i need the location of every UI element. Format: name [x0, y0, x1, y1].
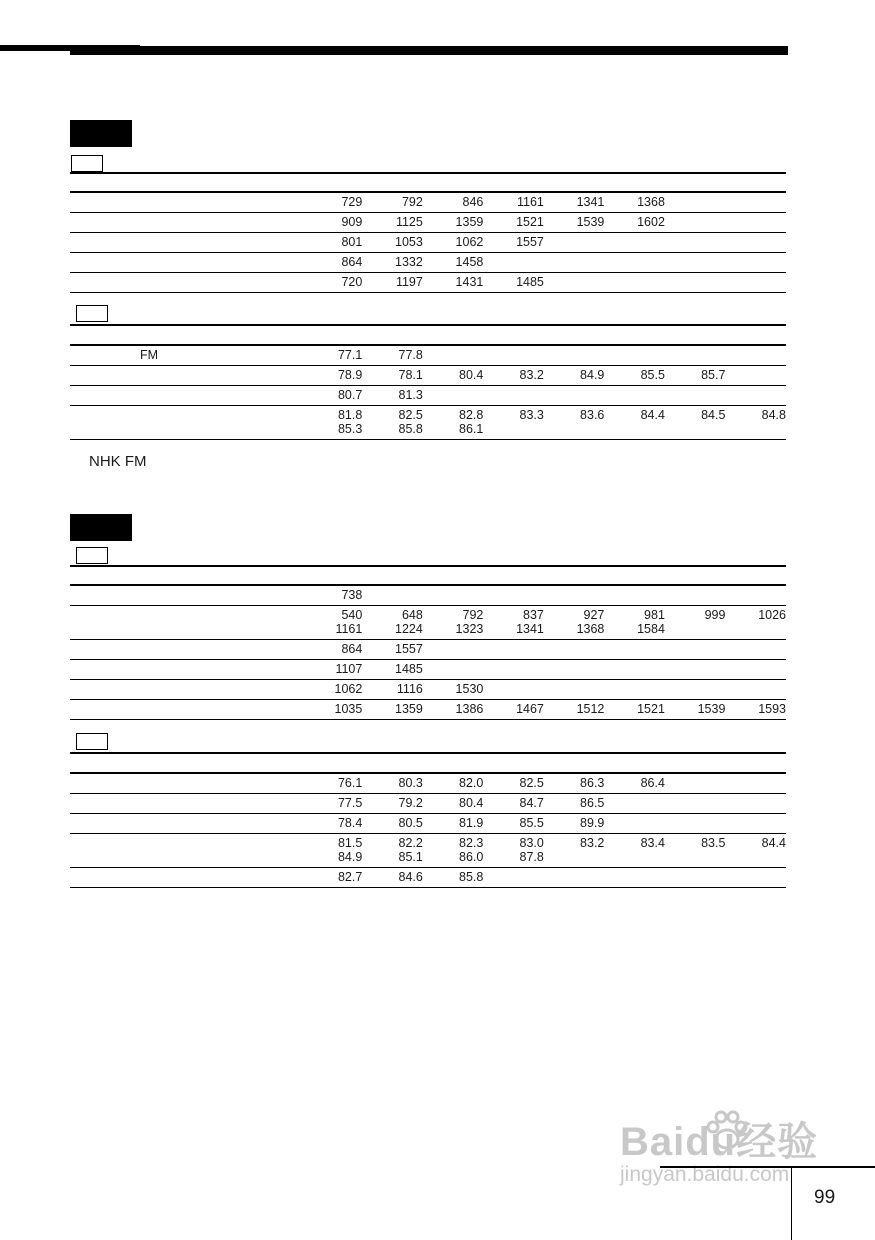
- table-cell: [604, 794, 665, 814]
- table-cell: 77.8: [362, 345, 423, 366]
- row-label: [70, 868, 302, 888]
- table-row: [70, 253, 786, 273]
- table-cell: 720: [302, 273, 363, 293]
- table-cell: [544, 868, 605, 888]
- table-cell: [665, 192, 726, 213]
- table-cell: 81.9: [423, 814, 484, 834]
- table-cell: 79.2: [362, 794, 423, 814]
- table-row: [70, 680, 786, 700]
- table-cell: [725, 660, 786, 680]
- section2-am-table: [70, 584, 786, 720]
- table-cell: 84.4: [604, 406, 665, 440]
- table-cell: 1539: [665, 700, 726, 720]
- section2-fm-rule: [70, 752, 786, 754]
- table-cell: [483, 585, 544, 606]
- section1-fm-subtab: [76, 305, 108, 322]
- table-cell: 84.5: [665, 406, 726, 440]
- section2-am-subtab: [76, 547, 108, 564]
- table-cell: 864: [302, 253, 363, 273]
- table-cell: 85.7: [665, 366, 726, 386]
- section2-heading-tab: [70, 514, 132, 541]
- table-cell: 83.6: [544, 406, 605, 440]
- table-cell: [725, 366, 786, 386]
- table-cell: [544, 233, 605, 253]
- table-cell: [544, 345, 605, 366]
- table-cell: [604, 814, 665, 834]
- table-cell: 1197: [362, 273, 423, 293]
- table-cell: 837 1341: [483, 606, 544, 640]
- table-cell: 78.1: [362, 366, 423, 386]
- section1-fm-table: [70, 344, 786, 440]
- table-cell: 80.5: [362, 814, 423, 834]
- row-label: [70, 406, 302, 440]
- table-cell: 1602: [604, 213, 665, 233]
- table-cell: 84.8: [725, 406, 786, 440]
- row-label: [70, 273, 302, 293]
- table-cell: [665, 345, 726, 366]
- table-cell: 1512: [544, 700, 605, 720]
- table-cell: 1485: [483, 273, 544, 293]
- table-cell: 1062: [423, 233, 484, 253]
- table-cell: 82.3 86.0: [423, 834, 484, 868]
- table-cell: [725, 585, 786, 606]
- table-cell: 82.5 85.8: [362, 406, 423, 440]
- table-cell: [544, 660, 605, 680]
- table-row: [70, 773, 786, 794]
- table-cell: [483, 660, 544, 680]
- table-cell: [665, 773, 726, 794]
- section2-am-rule: [70, 565, 786, 567]
- table-cell: 1458: [423, 253, 484, 273]
- row-label: [70, 834, 302, 868]
- table-cell: [725, 773, 786, 794]
- table-cell: 84.6: [362, 868, 423, 888]
- table-cell: 83.4: [604, 834, 665, 868]
- footer-divider: [791, 1167, 792, 1240]
- table-cell: 1386: [423, 700, 484, 720]
- table-cell: 83.0 87.8: [483, 834, 544, 868]
- table-cell: [665, 868, 726, 888]
- table-cell: [604, 868, 665, 888]
- table-row: [70, 366, 786, 386]
- table-cell: 792: [362, 192, 423, 213]
- row-label: [70, 640, 302, 660]
- table-cell: 84.7: [483, 794, 544, 814]
- row-label: [70, 606, 302, 640]
- table-row: [70, 345, 786, 366]
- table-cell: 1107: [302, 660, 363, 680]
- row-label: [70, 233, 302, 253]
- table-row: [70, 834, 786, 868]
- table-cell: 82.5: [483, 773, 544, 794]
- row-label: [70, 700, 302, 720]
- table-cell: 1359: [423, 213, 484, 233]
- table-cell: 1116: [362, 680, 423, 700]
- table-cell: 1341: [544, 192, 605, 213]
- table-cell: 1557: [483, 233, 544, 253]
- table-cell: [604, 585, 665, 606]
- table-cell: 1125: [362, 213, 423, 233]
- table-cell: 86.3: [544, 773, 605, 794]
- row-label: [70, 213, 302, 233]
- row-label: [70, 192, 302, 213]
- table-cell: 78.9: [302, 366, 363, 386]
- table-cell: [483, 680, 544, 700]
- table-cell: [483, 386, 544, 406]
- table-cell: 84.9: [544, 366, 605, 386]
- table-cell: [725, 680, 786, 700]
- table-cell: [725, 640, 786, 660]
- table-cell: 1368: [604, 192, 665, 213]
- table-cell: 1521: [604, 700, 665, 720]
- table-row: [70, 585, 786, 606]
- table-cell: 85.8: [423, 868, 484, 888]
- table-cell: [665, 680, 726, 700]
- table-cell: [725, 192, 786, 213]
- table-cell: [665, 213, 726, 233]
- table-cell: 82.0: [423, 773, 484, 794]
- section2-fm-subtab: [76, 733, 108, 750]
- row-label: [70, 366, 302, 386]
- header-rule: [70, 46, 788, 55]
- table-cell: [665, 814, 726, 834]
- table-cell: 1539: [544, 213, 605, 233]
- table-cell: [544, 640, 605, 660]
- table-cell: 1467: [483, 700, 544, 720]
- table-cell: [665, 233, 726, 253]
- table-cell: 82.8 86.1: [423, 406, 484, 440]
- table-cell: [604, 640, 665, 660]
- table-cell: 846: [423, 192, 484, 213]
- table-cell: 82.7: [302, 868, 363, 888]
- row-label: [70, 680, 302, 700]
- table-cell: [725, 233, 786, 253]
- table-row: [70, 386, 786, 406]
- table-cell: 909: [302, 213, 363, 233]
- table-cell: 1035: [302, 700, 363, 720]
- table-cell: 83.3: [483, 406, 544, 440]
- table-cell: [604, 345, 665, 366]
- table-cell: 1062: [302, 680, 363, 700]
- table-cell: [725, 213, 786, 233]
- table-cell: [604, 253, 665, 273]
- table-cell: [725, 253, 786, 273]
- table-cell: [423, 660, 484, 680]
- table-cell: 1431: [423, 273, 484, 293]
- table-cell: 82.2 85.1: [362, 834, 423, 868]
- table-row: [70, 233, 786, 253]
- table-cell: 927 1368: [544, 606, 605, 640]
- table-cell: [665, 660, 726, 680]
- table-row: [70, 868, 786, 888]
- table-row: [70, 640, 786, 660]
- table-cell: [544, 273, 605, 293]
- table-cell: 81.5 84.9: [302, 834, 363, 868]
- table-cell: 77.5: [302, 794, 363, 814]
- table-cell: [544, 680, 605, 700]
- table-cell: 1332: [362, 253, 423, 273]
- section1-fm-rule: [70, 324, 786, 326]
- table-cell: [725, 386, 786, 406]
- table-cell: 78.4: [302, 814, 363, 834]
- table-cell: 792 1323: [423, 606, 484, 640]
- row-label: [70, 773, 302, 794]
- table-cell: 80.4: [423, 794, 484, 814]
- table-cell: 1557: [362, 640, 423, 660]
- table-cell: [544, 386, 605, 406]
- table-row: [70, 406, 786, 440]
- table-cell: [604, 233, 665, 253]
- table-cell: [423, 585, 484, 606]
- table-cell: 80.3: [362, 773, 423, 794]
- table-cell: [544, 253, 605, 273]
- table-cell: 738: [302, 585, 363, 606]
- section1-am-table: [70, 191, 786, 293]
- table-cell: 86.4: [604, 773, 665, 794]
- row-label: [70, 814, 302, 834]
- table-cell: 999: [665, 606, 726, 640]
- row-label: [70, 660, 302, 680]
- page-number: 99: [814, 1187, 836, 1208]
- table-cell: [483, 253, 544, 273]
- table-cell: [725, 794, 786, 814]
- table-cell: [725, 868, 786, 888]
- table-cell: [665, 273, 726, 293]
- table-cell: 84.4: [725, 834, 786, 868]
- table-cell: [604, 386, 665, 406]
- table-cell: [483, 868, 544, 888]
- table-cell: [665, 253, 726, 273]
- table-cell: [725, 345, 786, 366]
- table-cell: 85.5: [604, 366, 665, 386]
- table-row: [70, 794, 786, 814]
- table-cell: 1593: [725, 700, 786, 720]
- table-cell: [725, 273, 786, 293]
- table-cell: 981 1584: [604, 606, 665, 640]
- row-label: [70, 386, 302, 406]
- table-row: [70, 213, 786, 233]
- table-cell: [665, 585, 726, 606]
- table-cell: 85.5: [483, 814, 544, 834]
- table-cell: 864: [302, 640, 363, 660]
- table-row: [70, 814, 786, 834]
- table-cell: 83.2: [483, 366, 544, 386]
- table-cell: [423, 640, 484, 660]
- footer-rule: [660, 1166, 875, 1168]
- section2-fm-table: [70, 772, 786, 888]
- table-cell: 77.1: [302, 345, 363, 366]
- table-cell: 1026: [725, 606, 786, 640]
- table-cell: 83.2: [544, 834, 605, 868]
- table-cell: [604, 660, 665, 680]
- table-cell: [483, 640, 544, 660]
- table-cell: 76.1: [302, 773, 363, 794]
- table-cell: 1359: [362, 700, 423, 720]
- table-cell: 1521: [483, 213, 544, 233]
- table-cell: 1530: [423, 680, 484, 700]
- table-cell: [423, 386, 484, 406]
- table-cell: 89.9: [544, 814, 605, 834]
- section1-am-subtab: [71, 155, 103, 172]
- table-cell: [604, 680, 665, 700]
- row-label: FM: [70, 345, 302, 366]
- table-row: [70, 700, 786, 720]
- table-cell: [483, 345, 544, 366]
- table-cell: [423, 345, 484, 366]
- table-cell: 540 1161: [302, 606, 363, 640]
- table-cell: [665, 640, 726, 660]
- table-row: [70, 660, 786, 680]
- row-label: [70, 794, 302, 814]
- table-cell: 801: [302, 233, 363, 253]
- section1-note: NHK FM: [89, 453, 147, 470]
- table-cell: [604, 273, 665, 293]
- table-cell: 1161: [483, 192, 544, 213]
- table-cell: [725, 814, 786, 834]
- watermark-main: Baidu经验: [620, 1120, 819, 1164]
- table-cell: 86.5: [544, 794, 605, 814]
- table-cell: 80.7: [302, 386, 363, 406]
- row-label: [70, 585, 302, 606]
- table-cell: 648 1224: [362, 606, 423, 640]
- section1-am-rule: [70, 172, 786, 174]
- row-label: [70, 253, 302, 273]
- section1-heading-tab: [70, 120, 132, 147]
- table-cell: 729: [302, 192, 363, 213]
- table-cell: [665, 794, 726, 814]
- table-cell: [665, 386, 726, 406]
- table-cell: [362, 585, 423, 606]
- watermark-sub: jingyan.baidu.com: [620, 1163, 790, 1186]
- table-cell: 81.3: [362, 386, 423, 406]
- table-cell: [544, 585, 605, 606]
- table-cell: 1053: [362, 233, 423, 253]
- table-cell: 83.5: [665, 834, 726, 868]
- table-row: [70, 192, 786, 213]
- table-cell: 81.8 85.3: [302, 406, 363, 440]
- table-cell: 80.4: [423, 366, 484, 386]
- watermark: [620, 1110, 818, 1187]
- table-row: [70, 606, 786, 640]
- table-cell: 1485: [362, 660, 423, 680]
- table-row: [70, 273, 786, 293]
